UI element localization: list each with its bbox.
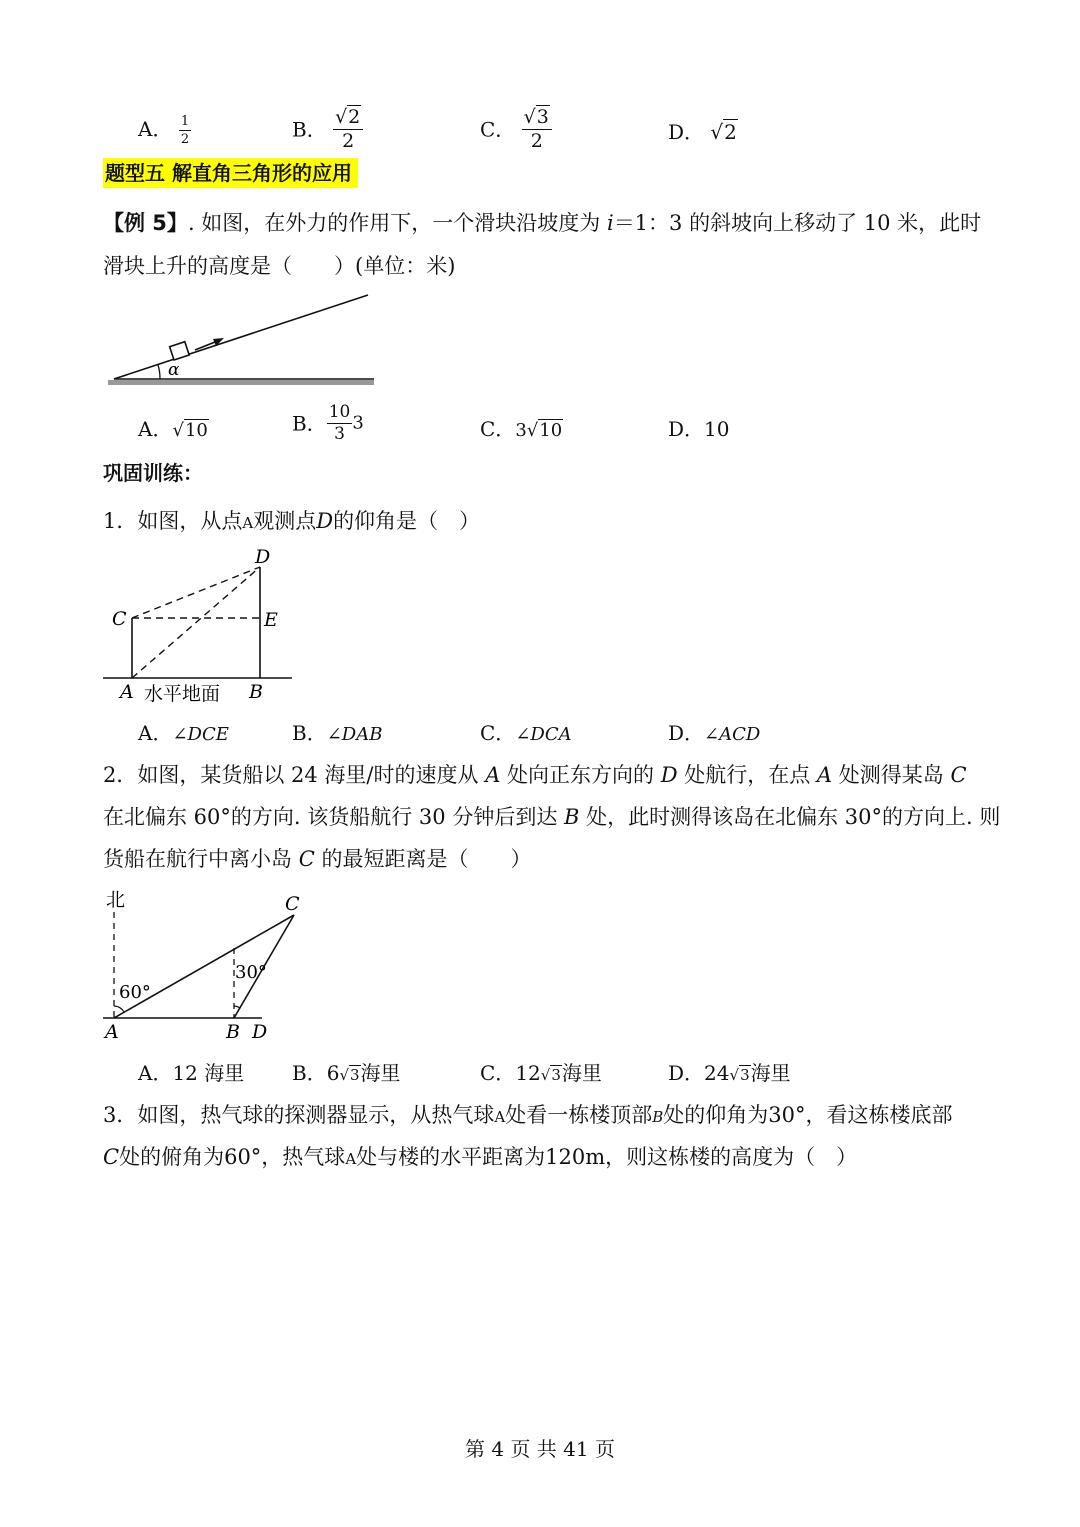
slope-line	[114, 295, 368, 379]
ex5-option-b: B． $\frac{10}{3}$ 3	[292, 402, 364, 444]
example5-line1: 【例 5】. 如图，在外力的作用下，一个滑块沿坡度为 i＝1：3 的斜坡向上移动了 10 米，此时	[103, 211, 982, 235]
q2-option-a: A．12 海里	[138, 1061, 245, 1085]
q3-line2: C处的俯角为60°，热气球A处与楼的水平距离为120m，则这栋楼的高度为（ ）	[103, 1145, 858, 1169]
q2-line2: 在北偏东 60°的方向. 该货船航行 30 分钟后到达 B 处，此时测得该岛在北偏东 30°的方向上. 则	[103, 805, 1001, 829]
q1-label-d: D	[255, 546, 271, 568]
slope-figure	[100, 290, 380, 400]
q1-label-b: B	[249, 681, 263, 703]
q2-angle-arc-b	[234, 1006, 240, 1008]
q2-option-b: B．6√3海里	[292, 1061, 401, 1085]
top-option-c: C． $\frac{√3}{2}$	[480, 108, 552, 151]
example5-line2: 滑块上升的高度是（ ）(单位：米)	[103, 254, 456, 278]
alpha-label: α	[168, 360, 180, 380]
q1-label-a: A	[120, 681, 134, 703]
fraction-one-half: $\frac{1}{2}$	[180, 114, 190, 147]
q2-option-c: C．12√3海里	[480, 1061, 602, 1085]
q2-option-d: D．24√3海里	[668, 1061, 791, 1085]
q2-figure	[100, 882, 310, 1044]
q1-label-e: E	[264, 609, 278, 631]
q2-line3: 货船在航行中离小岛 C 的最短距离是（ ）	[103, 847, 532, 871]
q2-label-a: A	[105, 1021, 119, 1043]
q2-label-60: 60°	[119, 982, 151, 1003]
fraction-sqrt3-over-2: $\frac{√3}{2}$	[522, 108, 552, 151]
q3-line1: 3．如图，热气球的探测器显示，从热气球A处看一栋楼顶部B处的仰角为30°，看这栋楼底部	[103, 1103, 953, 1127]
fraction-sqrt2-over-2: $\frac{√2}{2}$	[333, 108, 363, 151]
q1-dashed-ad	[132, 567, 260, 678]
q2-label-30: 30°	[235, 962, 267, 983]
q1-dashed-cd	[132, 567, 260, 618]
q2-label-d: D	[252, 1021, 268, 1043]
q2-label-b: B	[226, 1021, 240, 1043]
top-option-d: D． √2	[668, 117, 738, 147]
top-option-b: B． $\frac{√2}{2}$	[292, 108, 363, 151]
q2-label-c: C	[285, 893, 300, 915]
angle-arc	[158, 365, 160, 379]
q1-figure	[100, 540, 300, 710]
top-option-a: A． $\frac{1}{2}$	[138, 114, 190, 147]
q1-option-b: B．∠DAB	[292, 721, 383, 745]
sqrt-2: √2	[710, 120, 737, 144]
q1-text: 1．如图，从点A观测点D的仰角是（ ）	[103, 509, 481, 533]
q2-angle-arc-a	[114, 1006, 124, 1012]
q1-label-ground: 水平地面	[144, 683, 221, 705]
q2-label-north: 北	[106, 889, 126, 911]
q1-option-d: D．∠ACD	[668, 721, 761, 745]
page-footer: 第 4 页 共 41 页	[465, 1437, 615, 1461]
ex5-option-c: C．3√10	[480, 417, 563, 441]
slider-block	[170, 342, 190, 360]
q1-option-c: C．∠DCA	[480, 721, 572, 745]
q2-line1: 2．如图，某货船以 24 海里/时的速度从 A 处向正东方向的 D 处航行，在点 A 处测得某岛 C	[103, 763, 967, 787]
q1-label-c: C	[112, 608, 127, 630]
practice-heading: 巩固训练：	[103, 461, 203, 485]
section-heading: 题型五 解直角三角形的应用	[103, 158, 358, 188]
ex5-option-d: D．10	[668, 417, 730, 441]
ex5-option-a: A．√10	[138, 417, 208, 441]
ground-shading	[108, 380, 374, 385]
q1-option-a: A．∠DCE	[138, 721, 229, 745]
